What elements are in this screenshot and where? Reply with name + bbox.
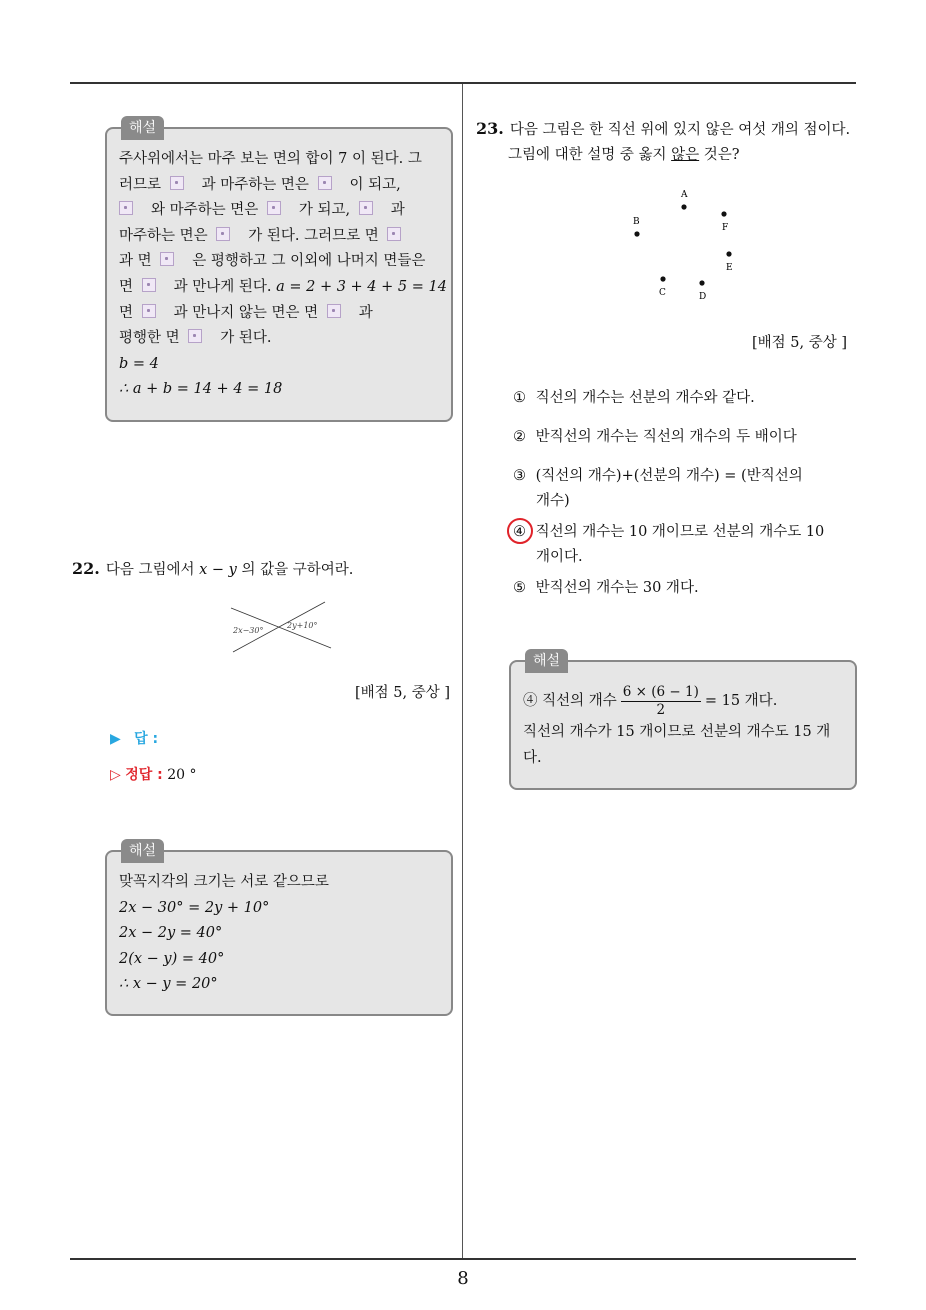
sol22-line: 맞꼭지각의 크기는 서로 같으므로 — [119, 874, 329, 890]
point-label: D — [699, 292, 707, 302]
bottom-rule — [70, 1258, 856, 1260]
sol21-line: 와 마주하는 면은 가 되고, 과 — [119, 198, 439, 224]
die-face-icon — [216, 227, 230, 241]
point-e — [726, 251, 731, 256]
sol21-line: 주사위에서는 마주 보는 면의 합이 7 이 된다. 그 — [119, 151, 422, 167]
sol21-line: 마주하는 면은 가 된다. 그러므로 면 — [119, 224, 439, 250]
die-face-icon — [160, 252, 174, 266]
column-divider — [462, 84, 463, 1258]
page-number: 8 — [457, 1268, 469, 1289]
correct-value: 20 ° — [167, 767, 197, 783]
solution-box-22 — [105, 843, 453, 1016]
die-face-icon — [359, 201, 373, 215]
score-23: [배점 5, 중상 ] — [752, 335, 848, 351]
sol21-line: ∴ a + b = 14 + 4 = 18 — [119, 381, 283, 398]
top-rule — [70, 82, 856, 84]
die-face-icon — [142, 278, 156, 292]
score-22: [배점 5, 중상 ] — [355, 685, 451, 701]
sol21-line: 러므로 과 마주하는 면은 이 되고, — [119, 176, 401, 193]
play-arrow-icon: ▶ — [110, 731, 121, 747]
question-number: 23. — [476, 119, 504, 138]
choice-2[interactable]: ② 반직선의 개수는 직선의 개수의 두 배이다 — [513, 429, 797, 445]
answer-line — [110, 728, 158, 748]
sol22-line: 2x − 30° = 2y + 10° — [119, 899, 270, 916]
solution-tab: 해설 — [525, 649, 568, 673]
point-label: A — [681, 190, 688, 200]
sol23-line: ④ 직선의 개수 $\frac{6 \times (6 - 1)}{2}$ = 15 개다. — [523, 683, 778, 718]
choice-3[interactable]: ③ (직선의 개수)+(선분의 개수) = (반직선의 개수) — [513, 468, 803, 509]
sol22-line: 2(x − y) = 40° — [119, 950, 225, 967]
question-22: 22. 다음 그림에서 x − y 의 값을 구하여라. — [72, 559, 354, 578]
answer-label: 답 : — [134, 731, 159, 747]
question-23: 23. 다음 그림은 한 직선 위에 있지 않은 여섯 개의 점이다. 그림에 대한 설명 중 옳지 않은 것은? — [476, 119, 851, 163]
die-face-icon — [387, 227, 401, 241]
solution-box-21 — [105, 120, 453, 422]
six-points-figure — [625, 186, 745, 304]
point-b — [634, 231, 639, 236]
sol23-line: 다. — [523, 749, 542, 766]
point-label: C — [659, 288, 666, 298]
die-face-icon — [119, 201, 133, 215]
sol22-line: ∴ x − y = 20° — [119, 976, 218, 993]
solution-tab: 해설 — [121, 839, 164, 863]
sol21-line: b = 4 — [119, 355, 159, 372]
selected-answer-mark — [507, 518, 533, 544]
point-label: E — [726, 263, 733, 273]
point-label: B — [633, 217, 640, 227]
outline-arrow-icon: ▷ — [110, 767, 121, 783]
sol21-line: 평행한 면 가 된다. — [119, 330, 272, 347]
sol23-line: 직선의 개수가 15 개이므로 선분의 개수도 15 개 — [523, 724, 831, 740]
point-label: F — [722, 223, 729, 233]
die-face-icon — [327, 304, 341, 318]
vertical-angles-figure — [225, 596, 335, 658]
correct-answer-line — [110, 764, 196, 784]
point-c — [660, 276, 665, 281]
angle-label-right: 2y+10° — [287, 621, 318, 630]
choice-1[interactable]: ① 직선의 개수는 선분의 개수와 같다. — [513, 390, 755, 406]
choice-5[interactable]: ⑤ 반직선의 개수는 30 개다. — [513, 580, 699, 596]
sol22-line: 2x − 2y = 40° — [119, 925, 223, 942]
die-face-icon — [142, 304, 156, 318]
die-face-icon — [318, 176, 332, 190]
fraction: $\frac{6 \times (6 - 1)}{2}$ — [622, 683, 699, 718]
angle-label-left: 2x−30° — [233, 626, 264, 635]
sol21-line: 면 과 만나게 된다. a = 2 + 3 + 4 + 5 = 14 — [119, 278, 447, 295]
choice-4[interactable]: ④ 직선의 개수는 10 개이므로 선분의 개수도 10 개이다. — [513, 524, 825, 565]
solution-tab: 해설 — [121, 116, 164, 140]
sol21-line: 과 면 은 평행하고 그 이외에 나머지 면들은 — [119, 253, 426, 270]
point-d — [699, 280, 704, 285]
point-a — [681, 204, 686, 209]
correct-label: 정답 : — [125, 767, 163, 783]
solution-box-23 — [509, 653, 857, 790]
die-face-icon — [170, 176, 184, 190]
question-number: 22. — [72, 559, 100, 578]
die-face-icon — [267, 201, 281, 215]
sol21-line: 면 과 만나지 않는 면은 면 과 — [119, 304, 373, 321]
point-f — [721, 211, 726, 216]
die-face-icon — [188, 329, 202, 343]
